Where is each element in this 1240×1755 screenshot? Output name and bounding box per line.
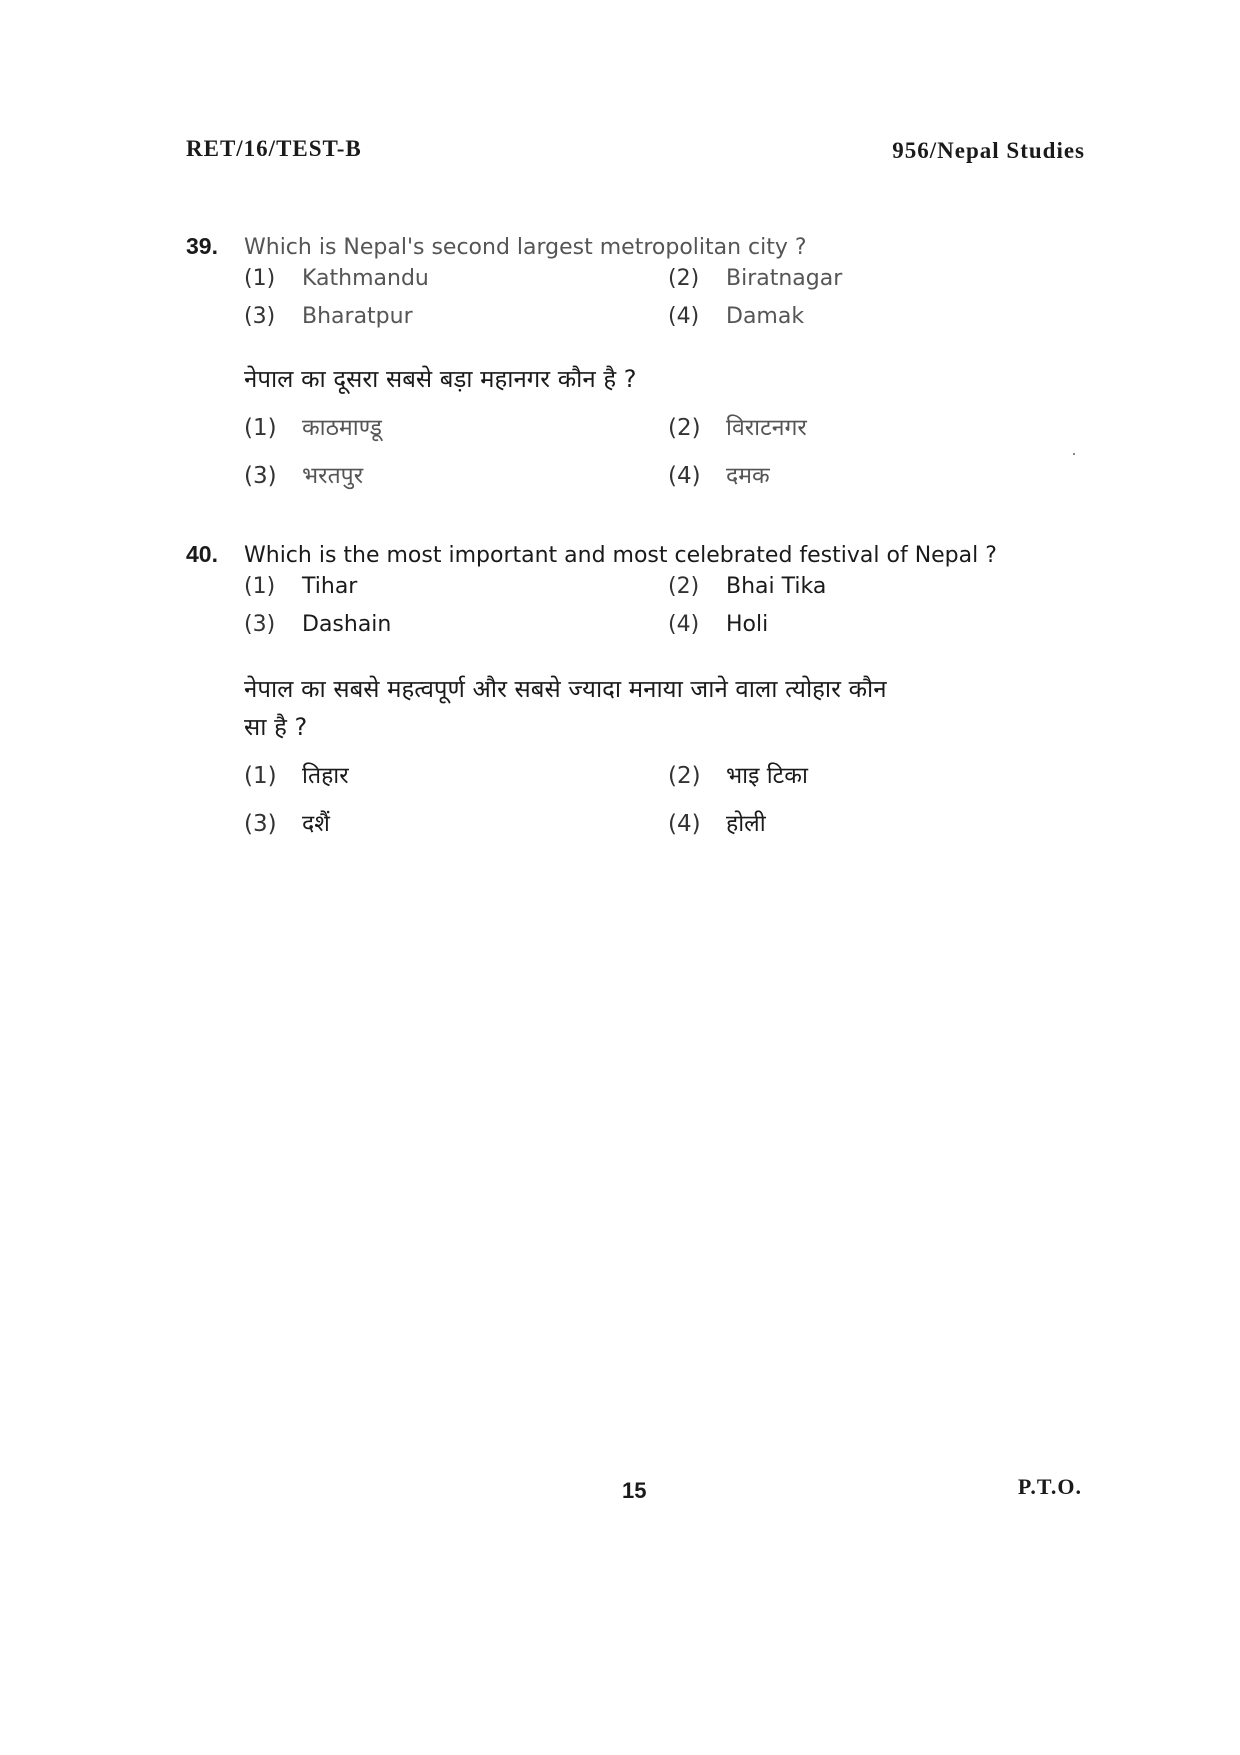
options-row bbox=[244, 758, 1086, 806]
option-1: (1) Kathmandu bbox=[244, 266, 429, 291]
option-2: (2) Bhai Tika bbox=[668, 574, 827, 599]
option-4: (4) होली bbox=[668, 811, 766, 837]
options-row bbox=[244, 458, 1086, 506]
question-40-hi-line1: नेपाल का सबसे महत्वपूर्ण और सबसे ज्यादा मनाया जाने वाला त्योहार कौन bbox=[244, 675, 887, 703]
option-3: (3) Bharatpur bbox=[244, 304, 413, 329]
option-2: (2) भाइ टिका bbox=[668, 763, 808, 789]
options-hi bbox=[244, 410, 1086, 506]
option-2: (2) Biratnagar bbox=[668, 266, 843, 291]
option-4: (4) दमक bbox=[668, 463, 770, 489]
question-40-hi-line2: सा है ? bbox=[244, 713, 308, 741]
question-39-hi: नेपाल का दूसरा सबसे बड़ा महानगर कौन है ? bbox=[244, 365, 637, 393]
question-number: 39. bbox=[186, 233, 218, 259]
options-en bbox=[244, 574, 1086, 650]
page-number: 15 bbox=[622, 1478, 647, 1503]
option-3: (3) Dashain bbox=[244, 612, 392, 637]
pto-label: P.T.O. bbox=[1017, 1474, 1082, 1499]
options-row bbox=[244, 266, 1086, 304]
options-row bbox=[244, 612, 1086, 650]
options-en bbox=[244, 266, 1086, 342]
header-subject: 956/Nepal Studies bbox=[892, 138, 1085, 163]
question-text: Which is the most important and most celebrated festival of Nepal ? bbox=[244, 543, 997, 568]
options-row bbox=[244, 574, 1086, 612]
question-40 bbox=[186, 538, 1086, 854]
question-39 bbox=[186, 230, 1086, 506]
options-hi bbox=[244, 758, 1086, 854]
question-text: Which is Nepal's second largest metropolitan city ? bbox=[244, 235, 807, 260]
option-3: (3) दशैं bbox=[244, 811, 330, 837]
option-2: (2) विराटनगर bbox=[668, 415, 807, 441]
header-code: RET/16/TEST-B bbox=[186, 136, 362, 161]
question-number: 40. bbox=[186, 541, 218, 567]
option-4: (4) Damak bbox=[668, 304, 805, 329]
option-1: (1) Tihar bbox=[244, 574, 358, 599]
option-4: (4) Holi bbox=[668, 612, 769, 637]
options-row bbox=[244, 410, 1086, 458]
scan-speck bbox=[1073, 453, 1075, 455]
option-1: (1) काठमाण्डू bbox=[244, 415, 382, 441]
options-row bbox=[244, 304, 1086, 342]
question-40-en bbox=[186, 538, 1086, 572]
option-1: (1) तिहार bbox=[244, 763, 349, 789]
question-39-en bbox=[186, 230, 1086, 264]
option-3: (3) भरतपुर bbox=[244, 463, 364, 489]
options-row bbox=[244, 806, 1086, 854]
